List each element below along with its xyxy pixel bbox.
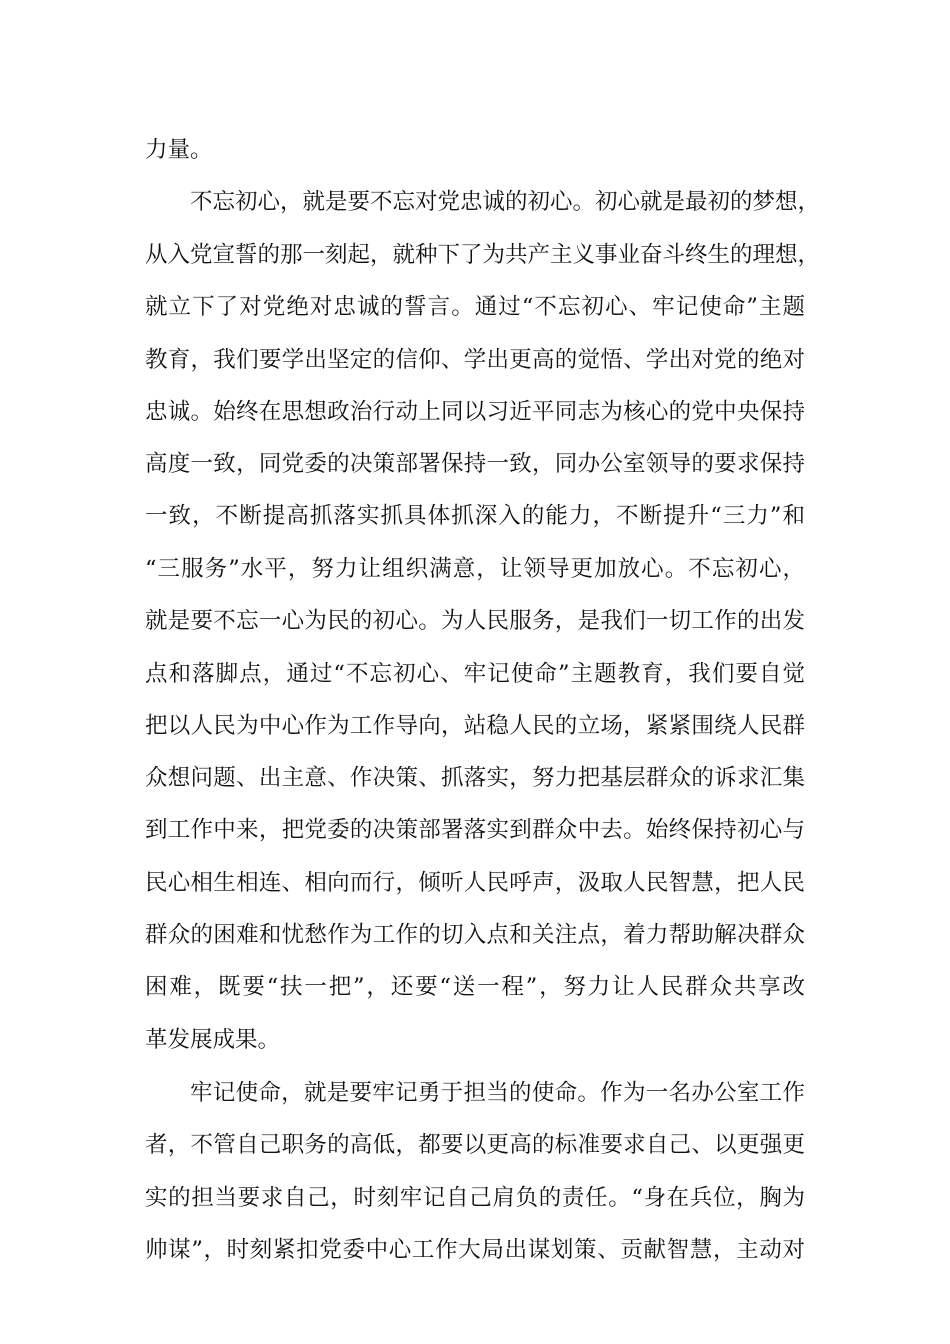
text-line: 就是要不忘一心为民的初心。为人民服务，是我们一切工作的出发	[145, 608, 805, 634]
text-line: 力量。	[145, 137, 213, 163]
text-line: 点和落脚点，通过“不忘初心、牢记使命”主题教育，我们要自觉	[145, 661, 805, 687]
text-line: 牢记使命，就是要牢记勇于担当的使命。作为一名办公室工作	[190, 1080, 805, 1106]
text-line: 群众的困难和忧愁作为工作的切入点和关注点，着力帮助解决群众	[145, 922, 805, 948]
text-line: 者，不管自己职务的高低，都要以更高的标准要求自己、以更强更	[145, 1132, 805, 1158]
text-line: 实的担当要求自己，时刻牢记自己肩负的责任。“身在兵位，胸为	[145, 1185, 805, 1211]
text-line: 忠诚。始终在思想政治行动上同以习近平同志为核心的党中央保持	[145, 399, 805, 425]
text-line: 从入党宣誓的那一刻起，就种下了为共产主义事业奋斗终生的理想，	[145, 242, 821, 268]
text-line: 困难，既要“扶一把”，还要“送一程”，努力让人民群众共享改	[145, 974, 805, 1000]
text-line: 把以人民为中心作为工作导向，站稳人民的立场，紧紧围绕人民群	[145, 713, 805, 739]
text-line: 到工作中来，把党委的决策部署落实到群众中去。始终保持初心与	[145, 817, 805, 843]
text-line: 帅谋”，时刻紧扣党委中心工作大局出谋划策、贡献智慧，主动对	[145, 1237, 805, 1263]
text-line: 高度一致，同党委的决策部署保持一致，同办公室领导的要求保持	[145, 451, 805, 477]
text-line: 一致，不断提高抓落实抓具体抓深入的能力，不断提升“三力”和	[145, 503, 805, 529]
text-line: 民心相生相连、相向而行，倾听人民呼声，汲取人民智慧，把人民	[145, 870, 805, 896]
text-line: 教育，我们要学出坚定的信仰、学出更高的觉悟、学出对党的绝对	[145, 347, 805, 373]
text-line: 就立下了对党绝对忠诚的誓言。通过“不忘初心、牢记使命”主题	[145, 294, 805, 320]
text-line: 革发展成果。	[145, 1027, 281, 1053]
text-line: “三服务”水平，努力让组织满意，让领导更加放心。不忘初心，	[145, 556, 805, 582]
text-line: 不忘初心，就是要不忘对党忠诚的初心。初心就是最初的梦想，	[190, 189, 821, 215]
text-line: 众想问题、出主意、作决策、抓落实，努力把基层群众的诉求汇集	[145, 765, 805, 791]
